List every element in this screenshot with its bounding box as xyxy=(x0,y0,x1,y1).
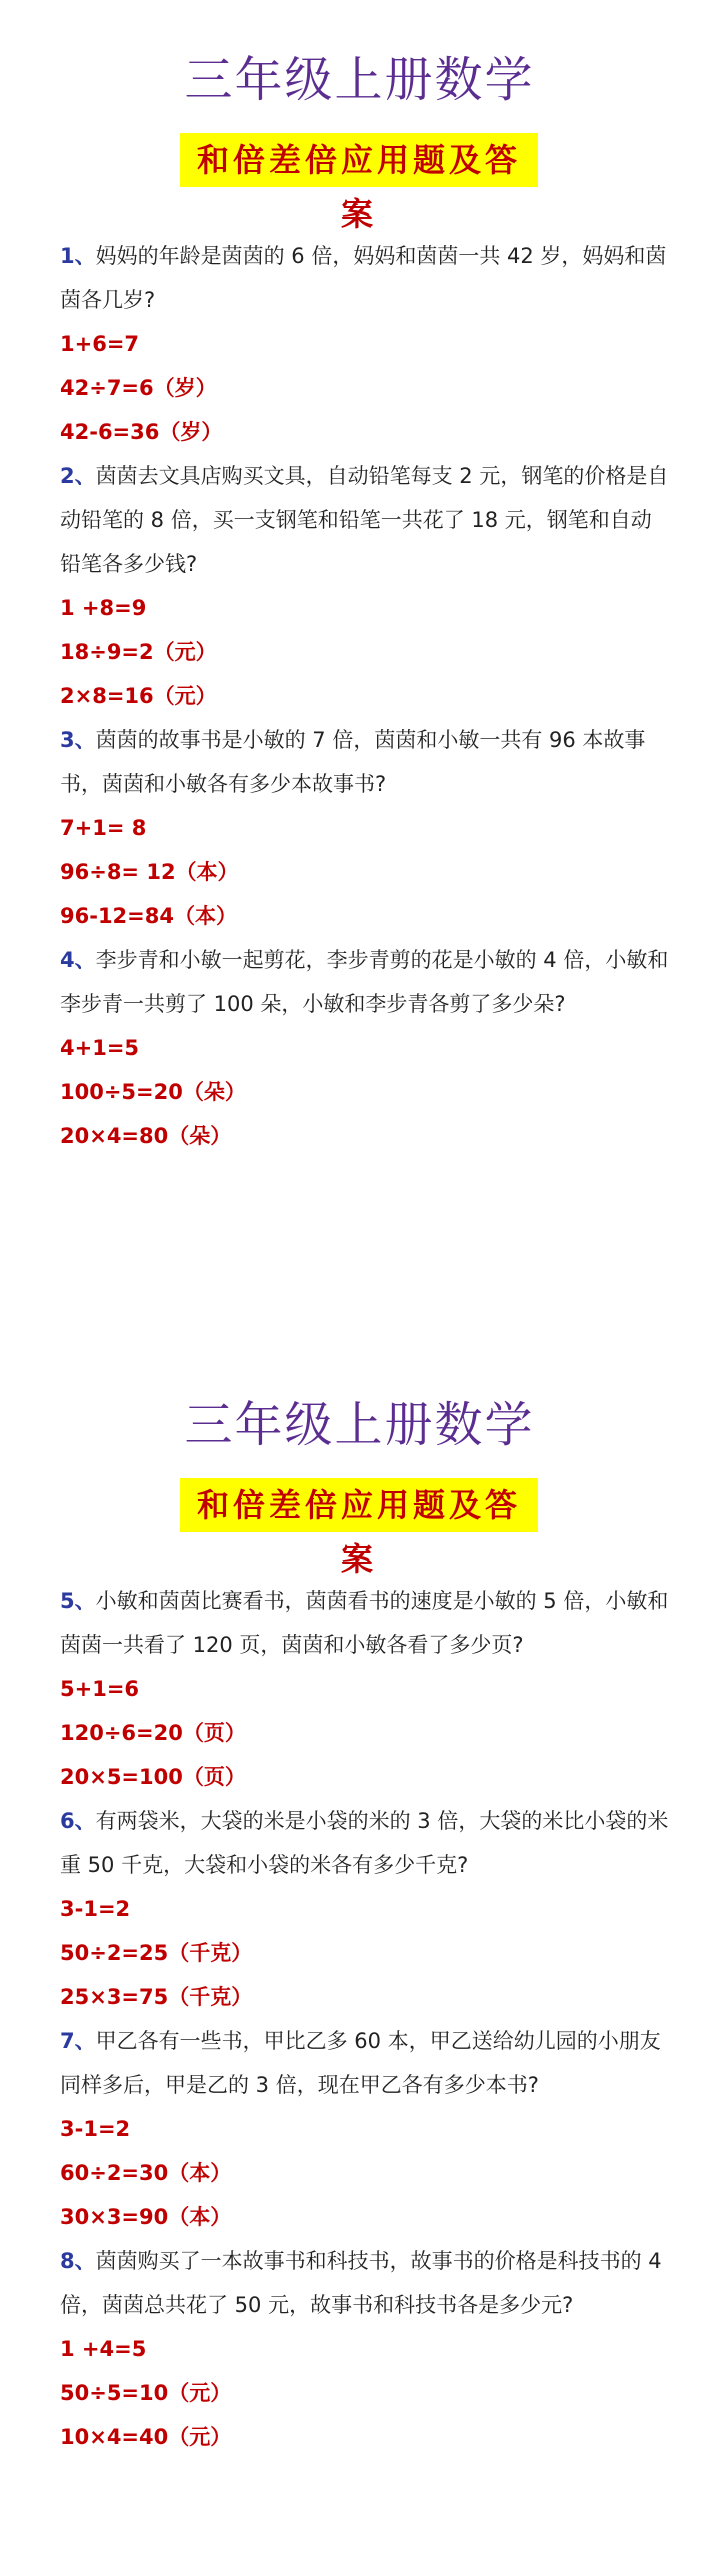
question-text: 茵茵购买了一本故事书和科技书，故事书的价格是科技书的 4 倍，茵茵总共花了 50 元，故事书和科技书各是多少元? xyxy=(60,2249,662,2317)
question-text: 茵茵的故事书是小敏的 7 倍，茵茵和小敏一共有 96 本故事书，茵茵和小敏各有多少本故事书? xyxy=(60,728,646,796)
question-number: 7 xyxy=(60,2029,75,2053)
answer-line: 60÷2=30（本） xyxy=(60,2161,232,2185)
question-4 xyxy=(60,938,670,1026)
question-number: 4 xyxy=(60,948,75,972)
question-number: 8 xyxy=(60,2249,75,2273)
question-list xyxy=(60,234,670,1158)
question-separator: 、 xyxy=(74,244,96,268)
answer-line: 1 +8=9 xyxy=(60,596,147,620)
question-text: 茵茵去文具店购买文具，自动铅笔每支 2 元，钢笔的价格是自动铅笔的 8 倍，买一支钢笔和铅笔一共花了 18 元，钢笔和自动铅笔各多少钱? xyxy=(60,464,669,576)
question-separator: 、 xyxy=(74,1589,96,1613)
question-text: 妈妈的年龄是茵茵的 6 倍，妈妈和茵茵一共 42 岁，妈妈和茵茵各几岁? xyxy=(60,244,667,312)
question-8 xyxy=(60,2239,670,2327)
question-1 xyxy=(60,234,670,322)
question-number: 3 xyxy=(60,728,75,752)
question-separator: 、 xyxy=(74,2029,96,2053)
answer-line: 20×4=80（朵） xyxy=(60,1124,232,1148)
answer-line: 96-12=84（本） xyxy=(60,904,237,928)
question-6 xyxy=(60,1799,670,1887)
answer-line: 42-6=36（岁） xyxy=(60,420,223,444)
answer-line: 30×3=90（本） xyxy=(60,2205,232,2229)
question-7 xyxy=(60,2019,670,2107)
page-title: 三年级上册数学 xyxy=(184,52,535,108)
answer-line: 50÷5=10（元） xyxy=(60,2381,232,2405)
question-number: 1 xyxy=(60,244,75,268)
answer-line: 2×8=16（元） xyxy=(60,684,217,708)
answer-line: 20×5=100（页） xyxy=(60,1765,246,1789)
answer-line: 100÷5=20（朵） xyxy=(60,1080,246,1104)
question-text: 有两袋米，大袋的米是小袋的米的 3 倍，大袋的米比小袋的米重 50 千克，大袋和小袋的米各有多少千克? xyxy=(60,1809,669,1877)
answer-line: 18÷9=2（元） xyxy=(60,640,217,664)
subtitle-banner: 和倍差倍应用题及答案 xyxy=(180,1478,538,1532)
question-list xyxy=(60,1579,670,2459)
question-text: 甲乙各有一些书，甲比乙多 60 本，甲乙送给幼儿园的小朋友同样多后，甲是乙的 3 倍，现在甲乙各有多少本书? xyxy=(60,2029,661,2097)
answer-line: 25×3=75（千克） xyxy=(60,1985,253,2009)
answer-line: 1+6=7 xyxy=(60,332,140,356)
answer-line: 7+1= 8 xyxy=(60,816,147,840)
question-text: 李步青和小敏一起剪花，李步青剪的花是小敏的 4 倍，小敏和李步青一共剪了 100 朵，小敏和李步青各剪了多少朵? xyxy=(60,948,669,1016)
question-3 xyxy=(60,718,670,806)
answer-line: 50÷2=25（千克） xyxy=(60,1941,253,1965)
page-title: 三年级上册数学 xyxy=(184,1397,535,1453)
answer-line: 5+1=6 xyxy=(60,1677,140,1701)
question-separator: 、 xyxy=(74,1809,96,1833)
subtitle-banner: 和倍差倍应用题及答案 xyxy=(180,133,538,187)
question-text: 小敏和茵茵比赛看书，茵茵看书的速度是小敏的 5 倍，小敏和茵茵一共看了 120 页，茵茵和小敏各看了多少页? xyxy=(60,1589,669,1657)
question-separator: 、 xyxy=(74,464,96,488)
question-2 xyxy=(60,454,670,586)
answer-line: 4+1=5 xyxy=(60,1036,140,1060)
answer-line: 3-1=2 xyxy=(60,1897,131,1921)
question-separator: 、 xyxy=(74,948,96,972)
answer-line: 42÷7=6（岁） xyxy=(60,376,217,400)
answer-line: 1 +4=5 xyxy=(60,2337,147,2361)
question-number: 5 xyxy=(60,1589,75,1613)
question-separator: 、 xyxy=(74,728,96,752)
answer-line: 3-1=2 xyxy=(60,2117,131,2141)
answer-line: 10×4=40（元） xyxy=(60,2425,232,2449)
question-number: 2 xyxy=(60,464,75,488)
answer-line: 120÷6=20（页） xyxy=(60,1721,246,1745)
answer-line: 96÷8= 12（本） xyxy=(60,860,239,884)
question-number: 6 xyxy=(60,1809,75,1833)
question-5 xyxy=(60,1579,670,1667)
question-separator: 、 xyxy=(74,2249,96,2273)
